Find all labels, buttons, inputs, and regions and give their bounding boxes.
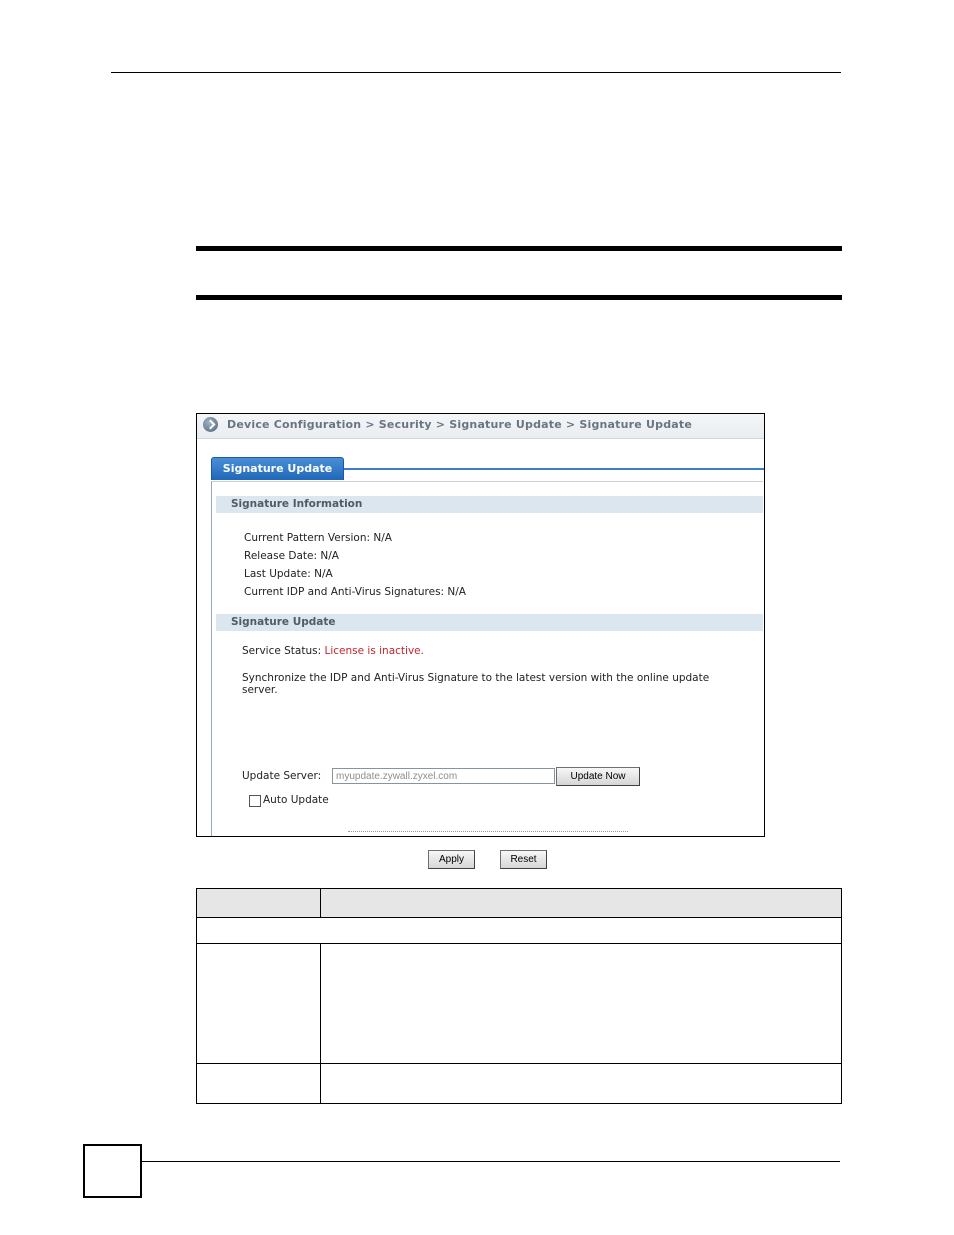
signature-update-screen: [196, 413, 765, 865]
table-column-divider: [320, 889, 321, 917]
field-description-table: [196, 888, 842, 1104]
note-rule-bottom: [196, 295, 842, 300]
update-now-button[interactable]: Update Now: [556, 767, 640, 786]
service-status: [242, 645, 424, 657]
current-signatures: Current IDP and Anti-Virus Signatures: N/A: [244, 586, 466, 598]
note-rule-top: [196, 246, 842, 251]
table-column-divider: [320, 944, 321, 1103]
footer-rule: [141, 1161, 840, 1162]
reset-button[interactable]: Reset: [500, 850, 547, 869]
tab-signature-update[interactable]: Signature Update: [211, 457, 344, 480]
last-update: Last Update: N/A: [244, 568, 333, 580]
breadcrumb: Device Configuration > Security > Signature Update > Signature Update: [227, 418, 693, 431]
breadcrumb-bar: [197, 414, 764, 439]
current-pattern-version: Current Pattern Version: N/A: [244, 532, 392, 544]
header-rule: [111, 72, 841, 73]
content-panel: [211, 481, 763, 865]
table-row-divider: [197, 943, 841, 944]
auto-update-checkbox[interactable]: [249, 795, 261, 807]
sync-description: Synchronize the IDP and Anti-Virus Signature to the latest version with the online update server.: [242, 672, 710, 696]
page-number-box: [83, 1144, 142, 1198]
service-status-label: Service Status:: [242, 645, 322, 657]
arrow-circle-icon: [203, 417, 218, 432]
update-server-input[interactable]: [332, 768, 555, 784]
signature-information-heading: Signature Information: [216, 496, 763, 513]
auto-update-label: Auto Update: [263, 794, 329, 806]
table-header: [197, 889, 841, 918]
table-row-divider: [197, 1063, 841, 1064]
service-status-value: License is inactive.: [324, 645, 424, 657]
update-server-label: Update Server:: [242, 770, 322, 782]
signature-update-heading: Signature Update: [216, 614, 763, 631]
dotted-separator: [348, 831, 628, 832]
apply-button[interactable]: Apply: [428, 850, 475, 869]
release-date: Release Date: N/A: [244, 550, 339, 562]
